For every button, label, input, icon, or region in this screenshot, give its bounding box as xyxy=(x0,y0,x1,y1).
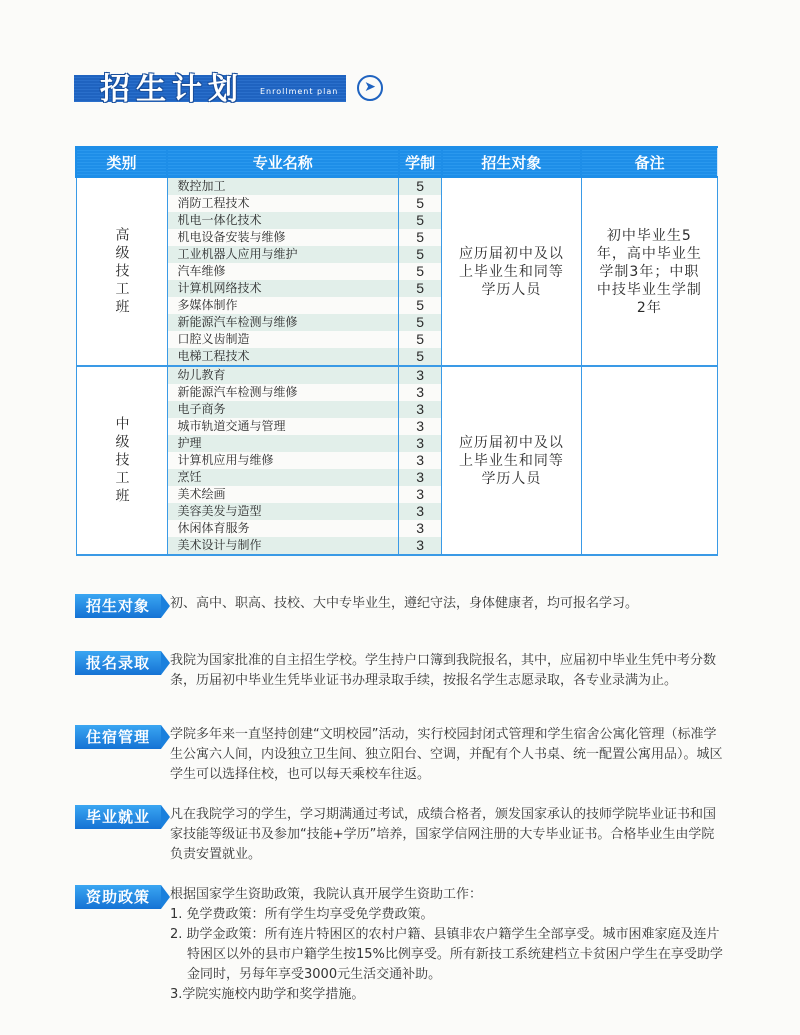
major-name: 护理 xyxy=(167,435,399,452)
duration-years: 3 xyxy=(399,418,442,435)
duration-years: 3 xyxy=(399,384,442,401)
section-text: 凡在我院学习的学生，学习期满通过考试，成绩合格者，颁发国家承认的技师学院毕业证书和国家技能等级证书及参加“技能+学历”培养，国家学信网注册的大专毕业证书。合格毕业生由学院负责安置就业。 xyxy=(170,807,717,862)
duration-years: 5 xyxy=(399,195,442,212)
section-label: 住宿管理 xyxy=(75,725,161,749)
duration-years: 3 xyxy=(399,520,442,537)
section-label: 资助政策 xyxy=(75,885,161,909)
duration-years: 5 xyxy=(399,246,442,263)
major-name: 美术设计与制作 xyxy=(167,537,399,555)
info-section xyxy=(75,725,725,785)
section-text: 根据国家学生资助政策，我院认真开展学生资助工作： xyxy=(170,887,483,902)
major-name: 城市轨道交通与管理 xyxy=(167,418,399,435)
duration-years: 5 xyxy=(399,331,442,348)
major-name: 电子商务 xyxy=(167,401,399,418)
major-name: 消防工程技术 xyxy=(167,195,399,212)
category-cell: 中级技工班 xyxy=(76,366,167,555)
major-name: 计算机应用与维修 xyxy=(167,452,399,469)
major-name: 多媒体制作 xyxy=(167,297,399,314)
duration-years: 5 xyxy=(399,177,442,195)
major-name: 工业机器人应用与维护 xyxy=(167,246,399,263)
duration-years: 3 xyxy=(399,452,442,469)
major-name: 美术绘画 xyxy=(167,486,399,503)
table-row xyxy=(76,177,718,195)
section-label: 招生对象 xyxy=(75,594,161,618)
info-section xyxy=(75,651,725,691)
major-name: 电梯工程技术 xyxy=(167,348,399,366)
duration-years: 5 xyxy=(399,212,442,229)
target-cell: 应历届初中及以上毕业生和同等学历人员 xyxy=(442,177,582,366)
category-cell: 高级技工班 xyxy=(76,177,167,366)
column-header: 专业名称 xyxy=(167,147,399,177)
enrollment-table xyxy=(75,146,718,556)
target-cell: 应历届初中及以上毕业生和同等学历人员 xyxy=(442,366,582,555)
duration-years: 5 xyxy=(399,280,442,297)
major-name: 幼儿教育 xyxy=(167,366,399,384)
duration-years: 5 xyxy=(399,348,442,366)
section-text: 我院为国家批准的自主招生学校。学生持户口簿到我院报名，其中，应届初中毕业生凭中考分数条，历届初中毕业生凭毕业证书办理录取手续，按报名学生志愿录取，各专业录满为止。 xyxy=(170,653,717,688)
major-name: 口腔义齿制造 xyxy=(167,331,399,348)
major-name: 机电设备安装与维修 xyxy=(167,229,399,246)
duration-years: 5 xyxy=(399,297,442,314)
duration-years: 3 xyxy=(399,486,442,503)
column-header: 类别 xyxy=(76,147,167,177)
section-label: 毕业就业 xyxy=(75,805,161,829)
page-title: 招生计划 xyxy=(100,72,244,107)
note-cell xyxy=(581,366,717,555)
duration-years: 3 xyxy=(399,366,442,384)
duration-years: 3 xyxy=(399,503,442,520)
section-text: 初、高中、职高、技校、大中专毕业生，遵纪守法，身体健康者，均可报名学习。 xyxy=(170,596,639,611)
section-label: 报名录取 xyxy=(75,651,161,675)
note-cell: 初中毕业生5年，高中毕业生学制3年；中职中技毕业生学制2年 xyxy=(581,177,717,366)
duration-years: 3 xyxy=(399,401,442,418)
major-name: 休闲体育服务 xyxy=(167,520,399,537)
duration-years: 5 xyxy=(399,314,442,331)
page-subtitle: Enrollment plan xyxy=(260,87,339,96)
major-name: 机电一体化技术 xyxy=(167,212,399,229)
column-header: 招生对象 xyxy=(442,147,582,177)
section-text: 1. 免学费政策：所有学生均享受免学费政策。 xyxy=(170,907,434,922)
duration-years: 5 xyxy=(399,263,442,280)
major-name: 新能源汽车检测与维修 xyxy=(167,384,399,401)
column-header: 备注 xyxy=(581,147,717,177)
major-name: 数控加工 xyxy=(167,177,399,195)
column-header: 学制 xyxy=(399,147,442,177)
info-section xyxy=(75,885,725,1005)
section-text: 3.学院实施校内助学和奖学措施。 xyxy=(170,987,365,1002)
info-section xyxy=(75,594,725,614)
major-name: 美容美发与造型 xyxy=(167,503,399,520)
section-text: 2. 助学金政策：所有连片特困区的农村户籍、县镇非农户籍学生全部享受。城市困难家庭及连片特困区以外的县市户籍学生按15%比例享受。所有新技工系统建档立卡贫困户学生在享受助学金同时，另每年享受3000元生活交通补助。 xyxy=(170,927,723,982)
chevron-right-icon: ➤ xyxy=(357,75,383,101)
table-row xyxy=(76,366,718,384)
major-name: 新能源汽车检测与维修 xyxy=(167,314,399,331)
major-name: 计算机网络技术 xyxy=(167,280,399,297)
major-name: 汽车维修 xyxy=(167,263,399,280)
duration-years: 3 xyxy=(399,537,442,555)
duration-years: 5 xyxy=(399,229,442,246)
duration-years: 3 xyxy=(399,435,442,452)
major-name: 烹饪 xyxy=(167,469,399,486)
info-section xyxy=(75,805,725,865)
duration-years: 3 xyxy=(399,469,442,486)
section-text: 学院多年来一直坚持创建“文明校园”活动，实行校园封闭式管理和学生宿舍公寓化管理（标准学生公寓六人间，内设独立卫生间、独立阳台、空调，并配有个人书桌、统一配置公寓用品）。城区学生可以选择住校，也可以每天乘校车往返。 xyxy=(170,727,723,782)
